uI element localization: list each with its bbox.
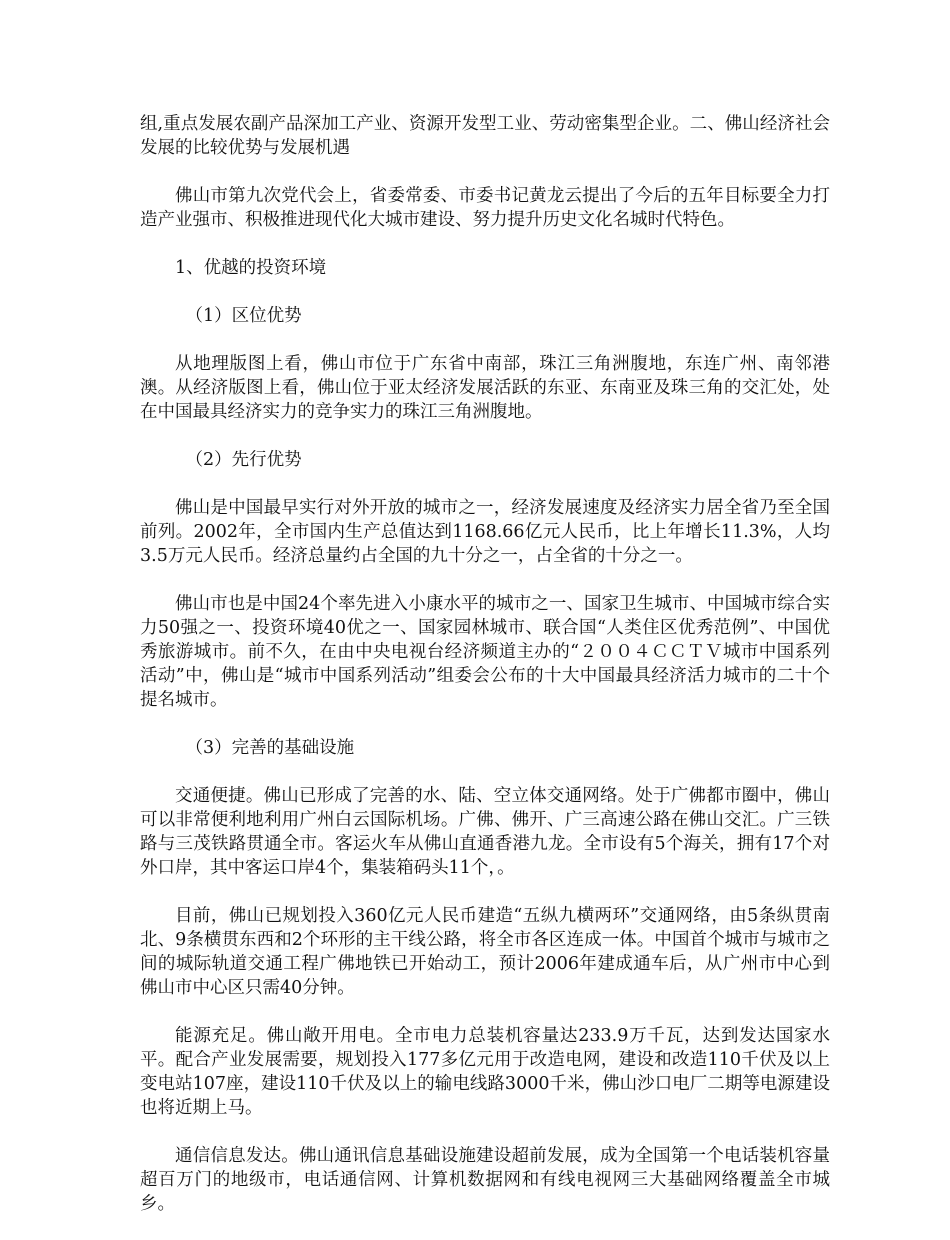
paragraph-honors: 佛山市也是中国24个率先进入小康水平的城市之一、国家卫生城市、中国城市综合实力50强之一、投资环境40优之一、国家园林城市、联合国“人类住区优秀范例”、中国优秀旅游城市。前不久，在由中央电视台经济频道主办的“２００４ＣＣＴＶ城市中国系列活动”中，佛山是“城市中国系列活动”组委会公布的十大中国最具经济活力城市的二十个提名城市。 bbox=[140, 594, 830, 710]
paragraph-economy: 佛山是中国最早实行对外开放的城市之一，经济发展速度及经济实力居全省乃至全国前列。2002年，全市国内生产总值达到1168.66亿元人民币，比上年增长11.3%，人均3.5万元人民币。经济总量约占全国的九十分之一，占全省的十分之一。 bbox=[140, 498, 830, 566]
paragraph-road-network: 目前，佛山已规划投入360亿元人民币建造“五纵九横两环”交通网络，由5条纵贯南北、9条横贯东西和2个环形的主干线公路，将全市各区连成一体。中国首个城市与城市之间的城际轨道交通工程广佛地铁已开始动工，预计2006年建成通车后，从广州市中心到佛山市中心区只需40分钟。 bbox=[140, 906, 830, 998]
section-heading-investment-environment: 1、优越的投资环境 bbox=[175, 258, 327, 278]
document-body bbox=[140, 112, 830, 1240]
paragraph-energy: 能源充足。佛山敞开用电。全市电力总装机容量达233.9万千瓦，达到发达国家水平。配合产业发展需要，规划投入177多亿元用于改造电网，建设和改造110千伏及以上变电站107座，建设110千伏及以上的输电线路3000千米，佛山沙口电厂二期等电源建设也将近期上马。 bbox=[140, 1026, 830, 1118]
paragraph-party-congress: 佛山市第九次党代会上，省委常委、市委书记黄龙云提出了今后的五年目标要全力打造产业强市、积极推进现代化大城市建设、努力提升历史文化名城时代特色。 bbox=[140, 186, 830, 230]
paragraph-location: 从地理版图上看，佛山市位于广东省中南部，珠江三角洲腹地，东连广州、南邻港澳。从经济版图上看，佛山位于亚太经济发展活跃的东亚、东南亚及珠三角的交汇处，处在中国最具经济实力的竞争实力的珠江三角洲腹地。 bbox=[140, 354, 830, 422]
paragraph-telecom: 通信信息发达。佛山通讯信息基础设施建设超前发展，成为全国第一个电话装机容量超百万门的地级市，电话通信网、计算机数据网和有线电视网三大基础网络覆盖全市城乡。 bbox=[140, 1146, 830, 1214]
paragraph-transport: 交通便捷。佛山已形成了完善的水、陆、空立体交通网络。处于广佛都市圈中，佛山可以非常便利地利用广州白云国际机场。广佛、佛开、广三高速公路在佛山交汇。广三铁路与三茂铁路贯通全市。客运火车从佛山直通香港九龙。全市设有5个海关，拥有17个对外口岸，其中客运口岸4个，集装箱码头11个，。 bbox=[140, 786, 830, 878]
subheading-location-advantage: （1）区位优势 bbox=[185, 306, 302, 326]
paragraph-continued: 组,重点发展农副产品深加工产业、资源开发型工业、劳动密集型企业。二、佛山经济社会发展的比较优势与发展机遇 bbox=[140, 114, 830, 158]
subheading-infrastructure: （3）完善的基础设施 bbox=[185, 738, 355, 758]
subheading-pioneer-advantage: （2）先行优势 bbox=[185, 450, 302, 470]
